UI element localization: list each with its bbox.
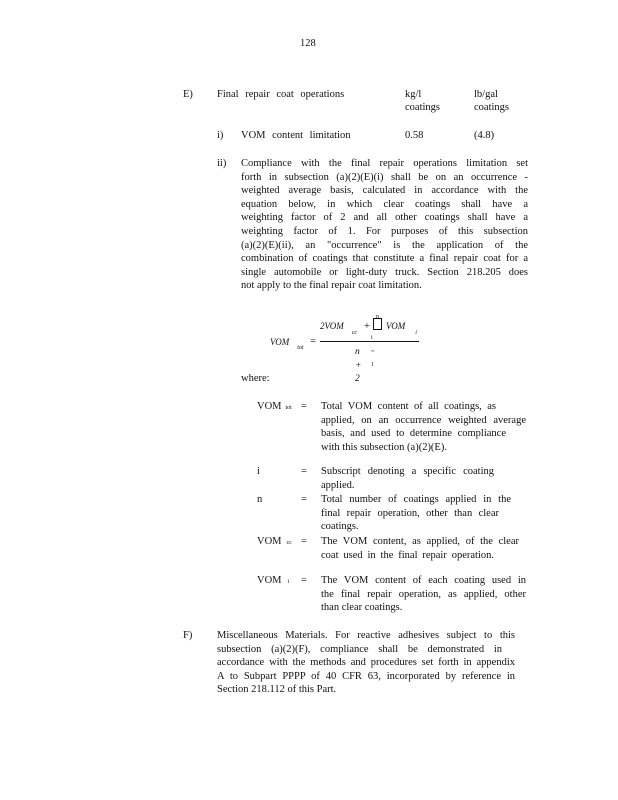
definition-line: Total VOM content of all coatings, as [321,401,496,412]
definition-line: the final repair operation, as applied, other [321,588,526,600]
unit-kg-per-l: kg/l [405,89,422,100]
definition-line: coat used in the final repair operation. [321,549,494,561]
equation-numerator-b-subscript: i [415,330,417,336]
unit-lb-per-gal: lb/gal [474,89,498,100]
item-i-label: VOM content limitation [241,130,351,141]
section-f-line: A to Subpart PPPP of 40 CFR 63, incorporated by reference in [217,670,515,682]
definition-line: applied, on an occurrence weighted average [321,414,526,426]
section-f-line: Section 218.112 of this Part. [217,684,337,696]
definition-line: coatings. [321,521,359,533]
definition-line: The VOM content of each coating used in [321,575,526,586]
item-i-marker: i) [217,130,224,141]
definition-equals: = [301,494,307,505]
item-ii-line: (a)(2)(E)(ii), an "occurrence" is the application of the [241,239,528,251]
definition-term [257,493,262,507]
definition-term-symbol: i [257,466,260,477]
equation-lhs [270,336,304,352]
item-ii-line: weighting factor of 2 and all other coatings shall have a [241,212,528,224]
definition-term-symbol: VOM [257,575,282,586]
page-number: 128 [300,38,316,49]
equation-denominator: n + 2 [355,347,362,385]
definition-term-subscript: i [287,579,290,585]
definition-term [257,574,289,590]
definition-text [321,574,526,615]
equation-lhs-symbol: VOM [270,337,290,347]
section-f-marker: F) [183,630,193,641]
item-i-value-kg: 0.58 [405,130,424,141]
unit-lb-sub: coatings [474,102,509,113]
definition-term-subscript: tot [285,405,292,411]
section-f-paragraph [217,629,515,697]
equation-plus: + [364,321,370,332]
item-ii-line: Compliance with the final repair operations limitation set [241,158,528,169]
item-ii-line: equation below, in which clear coatings shall have a [241,198,528,210]
definition-term-symbol: n [257,494,263,505]
item-ii-marker: ii) [217,158,227,169]
summation-upper-limit: n [376,314,379,320]
equation-numerator-a-symbol: 2VOM [320,321,344,331]
definition-term [257,400,292,416]
definition-line: basis, and used to determine compliance [321,428,506,440]
section-e-title: Final repair coat operations [217,89,345,100]
definition-line: than clear coatings. [321,602,403,614]
equation-numerator-a [320,320,358,336]
section-f-line: subsection (a)(2)(F), compliance shall be demonstrated in [217,643,502,655]
item-ii-line: combination of coatings that constitute a final repair coat for a [241,253,528,265]
definition-line: final repair operation, other than clear [321,507,499,519]
item-ii-line: forth in subsection (a)(2)(E)(i) shall be on an occurrence - [241,171,528,183]
definition-term [257,535,292,551]
equation-equals: = [310,336,316,347]
definition-line: applied. [321,479,355,491]
definition-text [321,535,526,562]
item-ii-line: single automobile or light-duty truck. Section 218.205 does [241,266,528,278]
equation-lhs-subscript: tot [297,345,304,351]
section-f-line: Miscellaneous Materials. For reactive adhesives subject to this [217,630,515,641]
definition-term-symbol: VOM [257,401,282,412]
definition-equals: = [301,575,307,586]
item-ii-paragraph [241,157,528,293]
definition-line: with this subsection (a)(2)(E). [321,441,447,453]
fraction-bar [320,341,419,342]
equation-numerator-b-symbol: VOM [386,321,406,331]
definition-line: Total number of coatings applied in the [321,494,511,505]
definition-term [257,465,260,479]
definition-text [321,465,526,492]
section-e-marker: E) [183,89,193,100]
equation-numerator-b [386,320,417,336]
section-f-line: accordance with the methods and procedures set forth in appendix [217,657,515,669]
summation-lower-limit: i = 1 [371,335,375,369]
definition-text [321,493,526,534]
definition-equals: = [301,466,307,477]
item-i-value-lb: (4.8) [474,130,495,141]
equation-numerator-a-subscript: cc [351,330,358,336]
definition-term-subscript: cc [286,540,292,546]
item-ii-line: not apply to the final repair coat limitation. [241,280,422,292]
definition-line: Subscript denoting a specific coating [321,466,494,477]
item-ii-line: weighting factor of 1. For purposes of this subsection [241,225,528,237]
item-ii-line: weighted average basis, calculated in accordance with the [241,185,528,197]
definition-equals: = [301,401,307,412]
where-label: where: [241,373,270,384]
definition-term-symbol: VOM [257,536,282,547]
definition-text [321,400,526,454]
definition-line: The VOM content, as applied, of the clear [321,536,519,547]
definition-equals: = [301,536,307,547]
unit-kg-sub: coatings [405,102,440,113]
